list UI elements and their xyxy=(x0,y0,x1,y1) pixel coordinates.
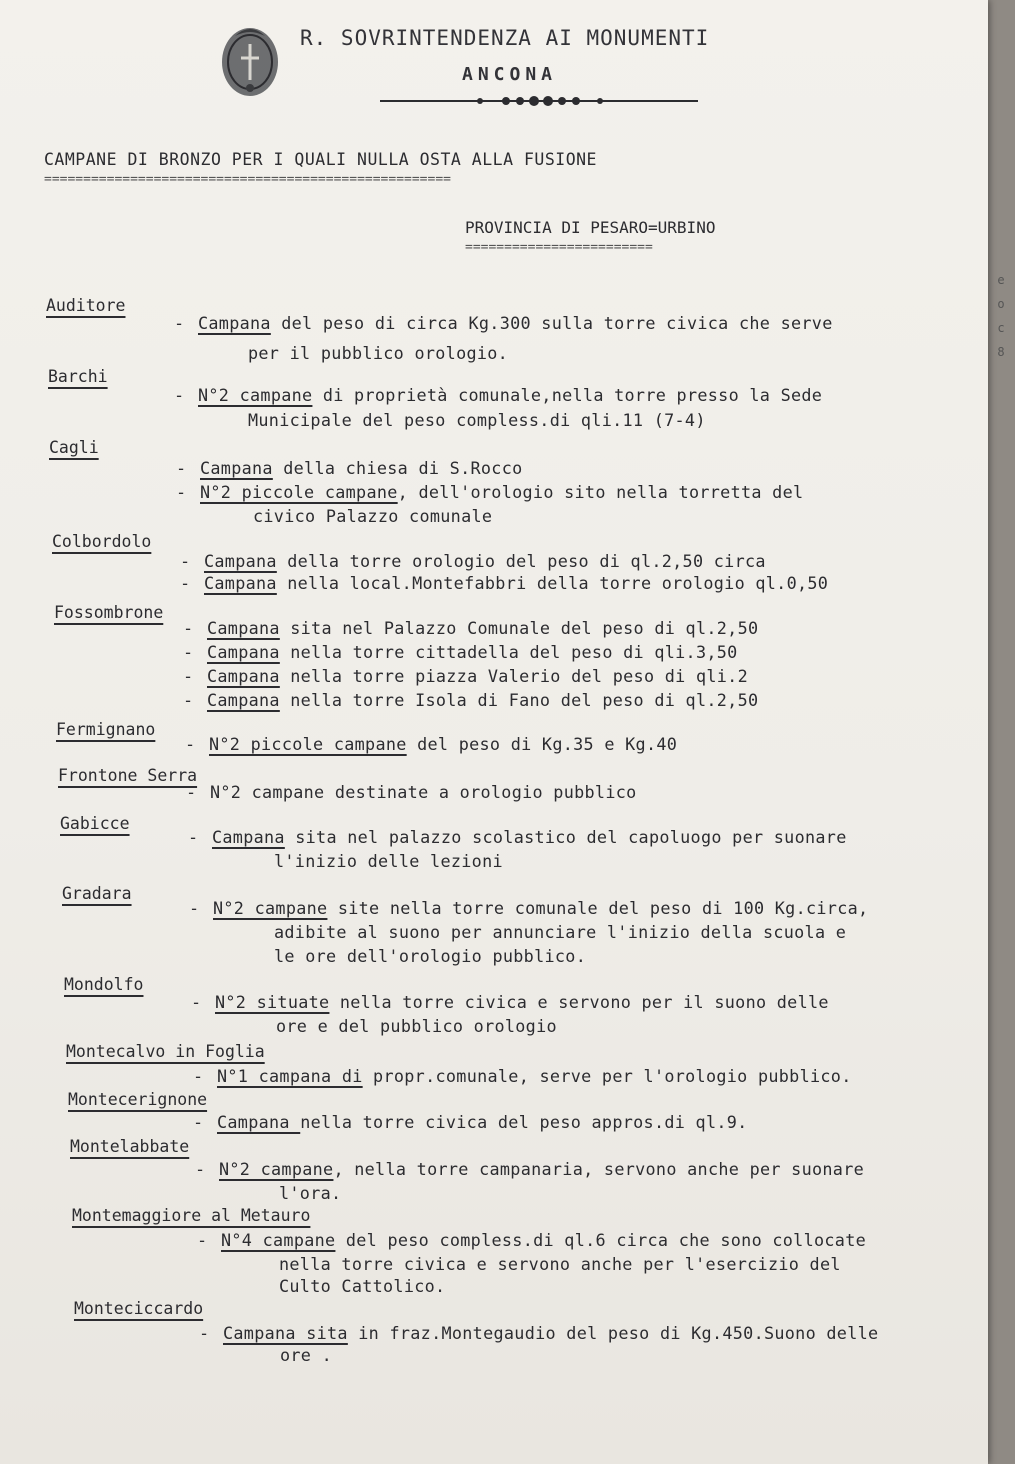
bell-description-text: sita nel palazzo scolastico del capoluogo per suonare xyxy=(284,827,847,847)
edge-mark: e xyxy=(997,273,1005,287)
municipality-label: Gabicce xyxy=(60,814,130,833)
province-heading: PROVINCIA DI PESARO=URBINO xyxy=(465,218,716,237)
office-heading: R. SOVRINTENDENZA AI MONUMENTI xyxy=(300,26,710,50)
list-dash: - xyxy=(174,313,185,333)
bell-description-underlined: Campana xyxy=(200,458,273,478)
bell-description-text: l'ora. xyxy=(279,1183,342,1203)
municipality-label: Montecerignone xyxy=(68,1090,208,1109)
bell-item-line xyxy=(180,573,828,593)
bell-item-line xyxy=(174,385,822,405)
municipality-name xyxy=(64,975,143,994)
list-dash: - xyxy=(176,482,187,502)
list-dash: - xyxy=(183,642,194,662)
bell-item-line xyxy=(195,1159,864,1179)
bell-description-text: N°2 campane destinate a orologio pubblico xyxy=(210,782,637,802)
bell-description-underlined: N°2 piccole campane xyxy=(200,482,398,502)
list-dash: - xyxy=(189,898,200,918)
bell-item-line xyxy=(183,618,758,638)
list-dash: - xyxy=(176,458,187,478)
bell-description-text: nella torre piazza Valerio del peso di qli.2 xyxy=(279,666,748,686)
bell-item-line xyxy=(183,642,738,662)
bell-description-underlined: N°2 situate xyxy=(215,992,330,1012)
bell-description-text: civico Palazzo comunale xyxy=(253,506,493,526)
bell-description-text: della chiesa di S.Rocco xyxy=(272,458,523,478)
bell-description-underlined: N°2 campane xyxy=(213,898,328,918)
bell-item-continuation xyxy=(274,946,586,966)
bell-item-line xyxy=(176,458,523,478)
bell-description-underlined: Campana xyxy=(204,573,277,593)
bell-item-line xyxy=(180,551,766,571)
bell-item-continuation xyxy=(279,1254,841,1274)
bell-description-underlined: Campana sita xyxy=(223,1323,348,1343)
municipality-name xyxy=(62,884,132,903)
bell-description-text: l'inizio delle lezioni xyxy=(274,851,503,871)
bell-description-text: Municipale del peso compless.di qli.11 (7-4) xyxy=(248,410,706,430)
bell-item-line xyxy=(199,1323,878,1343)
bell-item-line xyxy=(176,482,803,502)
bell-item-line xyxy=(193,1066,852,1086)
ornamental-rule xyxy=(380,94,698,108)
bell-item-continuation xyxy=(248,343,508,363)
bell-description-text: del peso di circa Kg.300 sulla torre civica che serve xyxy=(270,313,833,333)
bell-description-text: nella torre Isola di Fano del peso di ql.2,50 xyxy=(279,690,759,710)
bell-description-text: della torre orologio del peso di ql.2,50 circa xyxy=(276,551,766,571)
bell-description-text: propr.comunale, serve per l'orologio pubblico. xyxy=(362,1066,852,1086)
bell-description-underlined: N°4 campane xyxy=(221,1230,336,1250)
list-dash: - xyxy=(193,1112,204,1132)
list-dash: - xyxy=(195,1159,206,1179)
bell-item-line xyxy=(174,313,833,333)
list-dash: - xyxy=(180,551,191,571)
bell-description-text: site nella torre comunale del peso di 100 Kg.circa, xyxy=(327,898,869,918)
bell-item-continuation xyxy=(248,410,706,430)
bell-description-text: le ore dell'orologio pubblico. xyxy=(274,946,587,966)
bell-description-text: del peso di Kg.35 e Kg.40 xyxy=(406,734,678,754)
municipality-label: Gradara xyxy=(62,884,132,903)
bell-item-continuation xyxy=(276,1016,557,1036)
bell-description-text: del peso compless.di ql.6 circa che sono collocate xyxy=(335,1230,866,1250)
municipality-name xyxy=(58,766,197,785)
bell-description-text: , nella torre campanaria, servono anche per suonare xyxy=(333,1159,864,1179)
municipality-name xyxy=(56,720,155,739)
municipality-label: Fossombrone xyxy=(54,603,164,622)
municipality-label: Mondolfo xyxy=(64,975,144,994)
bell-description-underlined: Campana xyxy=(207,618,280,638)
bell-description-underlined: N°2 campane xyxy=(198,385,313,405)
list-dash: - xyxy=(174,385,185,405)
municipality-name xyxy=(74,1299,203,1318)
bell-item-continuation xyxy=(280,1345,332,1365)
list-dash: - xyxy=(183,690,194,710)
bell-description-text: nella torre civica del peso appros.di ql.9. xyxy=(300,1112,748,1132)
municipality-label: Montemaggiore al Metauro xyxy=(72,1206,311,1225)
municipality-label: Barchi xyxy=(48,367,108,386)
municipality-label: Colbordolo xyxy=(52,532,152,551)
bell-item-continuation xyxy=(253,506,492,526)
municipality-name xyxy=(68,1090,207,1109)
coat-of-arms-seal-icon xyxy=(217,18,283,100)
bell-description-underlined: Campana xyxy=(204,551,277,571)
province-underline-rule: ======================== xyxy=(465,240,653,255)
list-dash: - xyxy=(188,827,199,847)
edge-mark: o xyxy=(997,297,1005,311)
edge-mark: c xyxy=(997,321,1005,335)
municipality-name xyxy=(49,438,99,457)
list-dash: - xyxy=(191,992,202,1012)
bell-item-line xyxy=(186,782,637,802)
bell-description-text: di proprietà comunale,nella torre presso la Sede xyxy=(312,385,823,405)
bell-description-underlined: Campana xyxy=(207,642,280,662)
municipality-name xyxy=(52,532,151,551)
list-dash: - xyxy=(186,782,197,802)
bell-description-text: per il pubblico orologio. xyxy=(248,343,509,363)
title-underline-rule: ==================================================== xyxy=(44,172,451,187)
bell-description-text: in fraz.Montegaudio del peso di Kg.450.Suono delle xyxy=(347,1323,879,1343)
bell-item-continuation xyxy=(279,1183,341,1203)
document-title: CAMPANE DI BRONZO PER I QUALI NULLA OSTA ALLA FUSIONE xyxy=(44,150,597,169)
bell-item-line xyxy=(183,690,758,710)
municipality-label: Fermignano xyxy=(56,720,156,739)
municipality-name xyxy=(54,603,163,622)
bell-item-line xyxy=(185,734,677,754)
bell-item-line xyxy=(183,666,748,686)
bell-description-underlined: N°2 piccole campane xyxy=(209,734,407,754)
bell-description-text: sita nel Palazzo Comunale del peso di ql.2,50 xyxy=(279,618,759,638)
bell-item-line xyxy=(189,898,868,918)
bell-item-line xyxy=(197,1230,866,1250)
municipality-label: Montecalvo in Foglia xyxy=(66,1042,265,1061)
list-dash: - xyxy=(183,666,194,686)
city-heading: ANCONA xyxy=(462,64,558,85)
municipality-name xyxy=(48,367,108,386)
municipality-label: Montelabbate xyxy=(70,1137,190,1156)
bell-description-underlined: Campana xyxy=(207,690,280,710)
municipality-name xyxy=(60,814,130,833)
municipality-name xyxy=(70,1137,189,1156)
municipality-name xyxy=(72,1206,310,1225)
bell-description-underlined: Campana xyxy=(207,666,280,686)
bell-item-line xyxy=(188,827,847,847)
bell-item-line xyxy=(191,992,829,1012)
list-dash: - xyxy=(183,618,194,638)
edge-mark: 8 xyxy=(997,345,1005,359)
municipality-name xyxy=(66,1042,265,1061)
bell-description-text: Culto Cattolico. xyxy=(279,1276,446,1296)
bell-item-continuation xyxy=(279,1276,445,1296)
list-dash: - xyxy=(197,1230,208,1250)
bell-item-continuation xyxy=(274,922,846,942)
bell-description-text: nella torre civica e servono anche per l'esercizio del xyxy=(279,1254,841,1274)
bell-description-underlined: Campana xyxy=(217,1112,301,1132)
bell-description-underlined: N°1 campana di xyxy=(217,1066,363,1086)
municipality-name xyxy=(46,296,125,315)
bell-description-underlined: Campana xyxy=(212,827,285,847)
bell-description-text: adibite al suono per annunciare l'inizio della scuola e xyxy=(274,922,847,942)
list-dash: - xyxy=(180,573,191,593)
bell-item-line xyxy=(193,1112,748,1132)
list-dash: - xyxy=(193,1066,204,1086)
municipality-label: Auditore xyxy=(46,296,126,315)
bell-description-underlined: Campana xyxy=(198,313,271,333)
bell-description-text: ore . xyxy=(280,1345,333,1365)
bell-description-text: ore e del pubblico orologio xyxy=(276,1016,557,1036)
bell-description-text: nella local.Montefabbri della torre orologio ql.0,50 xyxy=(276,573,829,593)
bell-description-text: , dell'orologio sito nella torretta del xyxy=(397,482,804,502)
adjacent-page-marks xyxy=(987,268,1015,364)
bell-item-continuation xyxy=(274,851,503,871)
bell-description-text: nella torre civica e servono per il suono delle xyxy=(329,992,829,1012)
list-dash: - xyxy=(199,1323,210,1343)
bell-description-text: nella torre cittadella del peso di qli.3,50 xyxy=(279,642,738,662)
municipality-label: Frontone Serra xyxy=(58,766,198,785)
bell-description-underlined: N°2 campane xyxy=(219,1159,334,1179)
municipality-label: Cagli xyxy=(49,438,99,457)
list-dash: - xyxy=(185,734,196,754)
municipality-label: Monteciccardo xyxy=(74,1299,204,1318)
